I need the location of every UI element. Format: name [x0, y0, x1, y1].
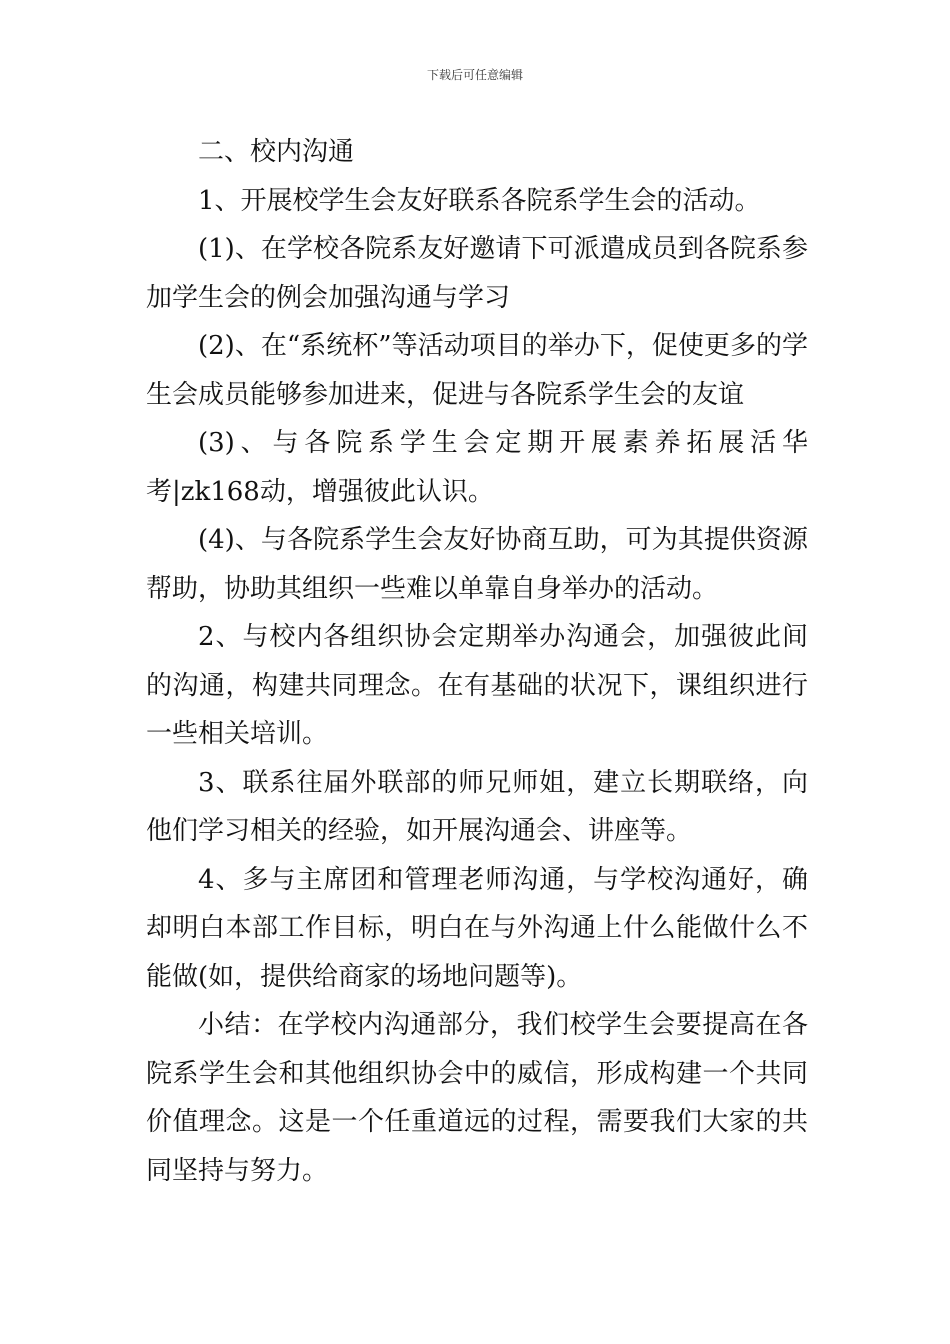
paragraph: 1、开展校学生会友好联系各院系学生会的活动。	[198, 185, 761, 216]
summary-paragraph: 小结：在学校内沟通部分，我们校学生会要提高在各院系学生会和其他组织协会中的威信，形成构建一个共同价值理念。这是一个任重道远的过程，需要我们大家的共同坚持与努力。	[146, 1010, 808, 1186]
document-body	[146, 128, 808, 1195]
paragraph: 4、多与主席团和管理老师沟通，与学校沟通好，确却明白本部工作目标，明白在与外沟通上什么能做什么不能做(如，提供给商家的场地问题等)。	[146, 864, 808, 992]
paragraph: (4)、与各院系学生会友好协商互助，可为其提供资源帮助，协助其组织一些难以单靠自身举办的活动。	[146, 525, 808, 604]
paragraph: (3)、与各院系学生会定期开展素养拓展活华考|zk168动，增强彼此认识。	[146, 428, 808, 507]
page-header: 下载后可任意编辑	[426, 68, 523, 82]
paragraph: (1)、在学校各院系友好邀请下可派遣成员到各院系参加学生会的例会加强沟通与学习	[146, 234, 808, 313]
paragraph: 2、与校内各组织协会定期举办沟通会，加强彼此间的沟通，构建共同理念。在有基础的状况下，课组织进行一些相关培训。	[146, 622, 808, 749]
section-heading: 二、校内沟通	[198, 137, 355, 167]
paragraph: (2)、在“系统杯”等活动项目的举办下，促使更多的学生会成员能够参加进来，促进与各院系学生会的友谊	[146, 331, 808, 410]
paragraph: 3、联系往届外联部的师兄师姐，建立长期联络，向他们学习相关的经验，如开展沟通会、讲座等。	[146, 767, 808, 846]
